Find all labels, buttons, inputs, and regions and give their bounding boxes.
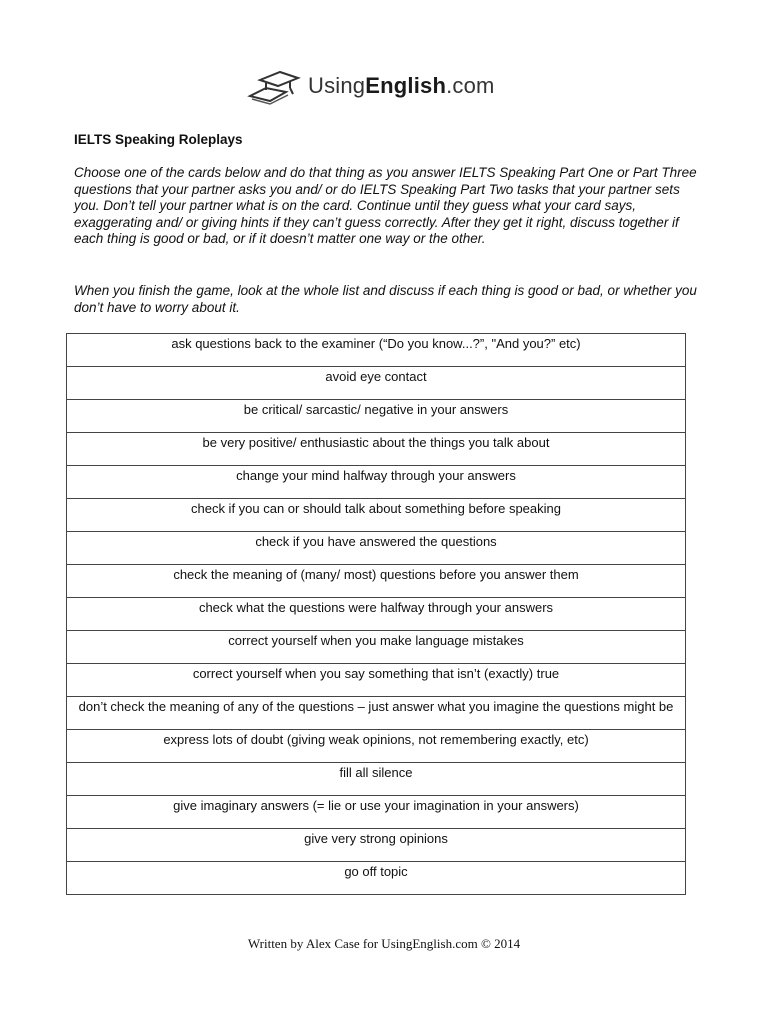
card-cell: be critical/ sarcastic/ negative in your answers [67,400,686,433]
roleplay-cards-table [66,333,686,895]
table-row [67,664,686,697]
card-cell: avoid eye contact [67,367,686,400]
card-cell: correct yourself when you make language mistakes [67,631,686,664]
document-title: IELTS Speaking Roleplays [74,132,243,147]
card-cell: check what the questions were halfway through your answers [67,598,686,631]
card-cell: change your mind halfway through your answers [67,466,686,499]
table-row [67,400,686,433]
table-row [67,862,686,895]
card-cell: express lots of doubt (giving weak opinions, not remembering exactly, etc) [67,730,686,763]
table-row [67,466,686,499]
footer-credit: Written by Alex Case for UsingEnglish.com © 2014 [247,936,521,951]
table-row [67,763,686,796]
card-cell: don’t check the meaning of any of the questions – just answer what you imagine the questions might be [67,697,686,730]
table-row [67,367,686,400]
logo-wordmark: UsingEnglish.com [308,73,495,98]
table-row [67,433,686,466]
card-cell: ask questions back to the examiner (“Do you know...?”, "And you?” etc) [67,334,686,367]
site-logo [246,66,495,106]
table-row [67,730,686,763]
table-row [67,829,686,862]
graduation-cap-book-icon [246,66,302,106]
card-cell: go off topic [67,862,686,895]
table-row [67,334,686,367]
card-cell: give imaginary answers (= lie or use your imagination in your answers) [67,796,686,829]
table-row [67,532,686,565]
card-cell: be very positive/ enthusiastic about the things you talk about [67,433,686,466]
card-cell: give very strong opinions [67,829,686,862]
instructions-paragraph: When you finish the game, look at the whole list and discuss if each thing is good or bad, or whether you don’t have to worry about it. [74,283,697,315]
table-row [67,697,686,730]
card-cell: check if you can or should talk about something before speaking [67,499,686,532]
table-row [67,565,686,598]
card-cell: correct yourself when you say something that isn’t (exactly) true [67,664,686,697]
table-row [67,631,686,664]
card-cell: check the meaning of (many/ most) questions before you answer them [67,565,686,598]
instructions-paragraph: Choose one of the cards below and do that thing as you answer IELTS Speaking Part One or Part Three questions that your partner asks you and/ or do IELTS Speaking Part Two tasks that your partner sets you. Don’t tell your partner what is on the card. Continue until they guess what your card says, exaggerating and/ or giving hints if they can’t guess correctly. After they get it right, discuss together if each thing is good or bad, or if it doesn’t matter one way or the other. [74,165,697,247]
card-cell: fill all silence [67,763,686,796]
table-row [67,499,686,532]
card-cell: check if you have answered the questions [67,532,686,565]
table-row [67,598,686,631]
table-row [67,796,686,829]
